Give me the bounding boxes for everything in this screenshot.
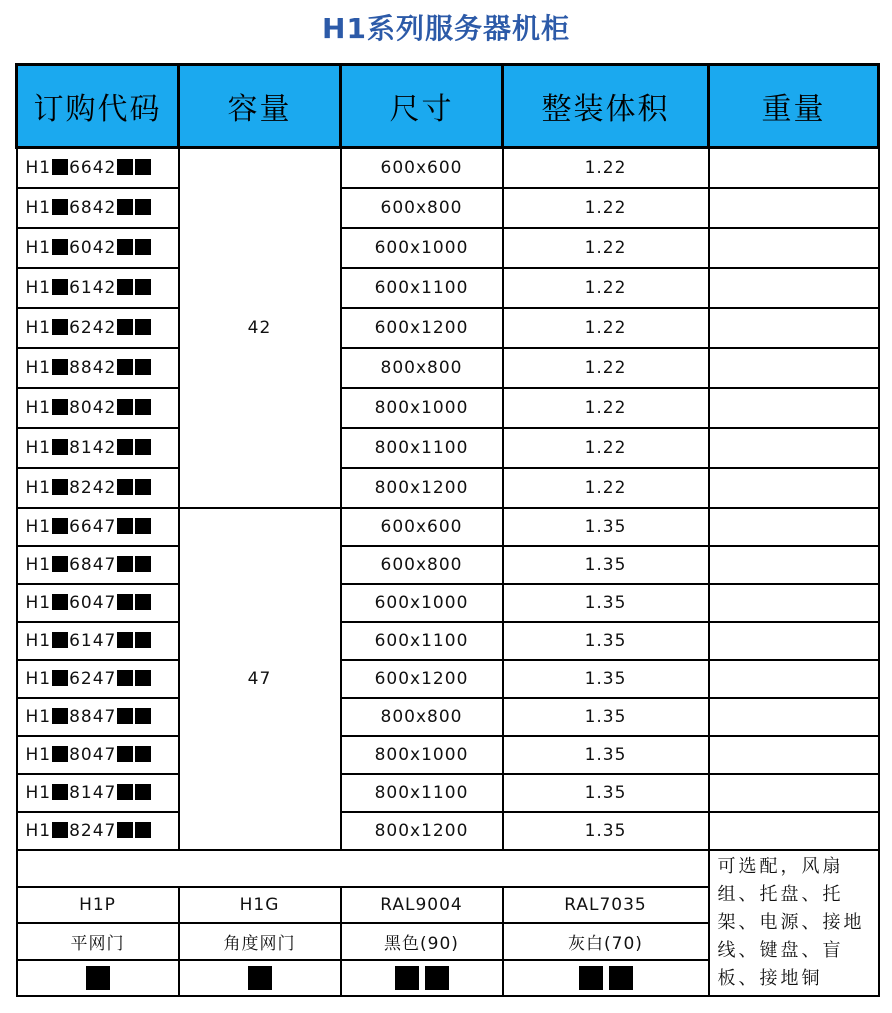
order-code-cell: [17, 268, 179, 308]
table-row: [17, 622, 879, 660]
option-code: RAL9004: [341, 887, 503, 924]
code-placeholder-block: [117, 784, 133, 800]
code-placeholder-block: [52, 784, 68, 800]
option-code: RAL7035: [503, 887, 709, 924]
size-cell: 800x1000: [341, 736, 503, 774]
weight-cell: [709, 188, 879, 228]
order-code-prefix: H1: [25, 707, 52, 727]
weight-cell: [709, 148, 879, 189]
weight-cell: [709, 268, 879, 308]
volume-cell: 1.22: [503, 348, 709, 388]
code-placeholder-block: [52, 319, 68, 335]
order-code-cell: [17, 348, 179, 388]
order-code-number: 6242: [69, 318, 117, 338]
volume-cell: 1.35: [503, 660, 709, 698]
size-cell: 800x1100: [341, 428, 503, 468]
code-placeholder-block: [117, 239, 133, 255]
order-code-cell: [17, 698, 179, 736]
code-placeholder-block: [52, 479, 68, 495]
size-cell: 600x800: [341, 546, 503, 584]
table-row: [17, 188, 879, 228]
order-code-number: 6247: [69, 669, 117, 689]
option-marker-block: [395, 966, 419, 990]
option-code: H1G: [179, 887, 341, 924]
size-cell: 600x1000: [341, 228, 503, 268]
order-code-cell: [17, 228, 179, 268]
order-code-cell: [17, 774, 179, 812]
code-placeholder-block: [117, 439, 133, 455]
code-placeholder-block: [135, 159, 151, 175]
table-row: [17, 468, 879, 508]
code-placeholder-block: [135, 784, 151, 800]
capacity-cell: 47: [179, 508, 341, 850]
header-row: [17, 65, 879, 148]
code-placeholder-block: [52, 199, 68, 215]
order-code-cell: [17, 660, 179, 698]
code-placeholder-block: [135, 556, 151, 572]
option-marker-block: [425, 966, 449, 990]
code-placeholder-block: [135, 518, 151, 534]
header-order-code: 订购代码: [17, 65, 179, 148]
option-name: 角度网门: [179, 923, 341, 960]
volume-cell: 1.35: [503, 698, 709, 736]
option-code: H1P: [17, 887, 179, 924]
header-capacity: 容量: [179, 65, 341, 148]
code-placeholder-block: [135, 199, 151, 215]
volume-cell: 1.22: [503, 428, 709, 468]
code-placeholder-block: [135, 746, 151, 762]
code-placeholder-block: [52, 159, 68, 175]
order-code-number: 8247: [69, 821, 117, 841]
code-placeholder-block: [135, 479, 151, 495]
code-placeholder-block: [117, 594, 133, 610]
code-placeholder-block: [117, 279, 133, 295]
order-code-number: 8147: [69, 783, 117, 803]
volume-cell: 1.22: [503, 308, 709, 348]
order-code-prefix: H1: [25, 478, 52, 498]
option-marker-block: [579, 966, 603, 990]
order-code-number: 6047: [69, 593, 117, 613]
code-placeholder-block: [117, 359, 133, 375]
order-code-prefix: H1: [25, 517, 52, 537]
order-code-number: 8042: [69, 398, 117, 418]
code-placeholder-block: [52, 399, 68, 415]
option-marker-block: [248, 966, 272, 990]
code-placeholder-block: [135, 439, 151, 455]
size-cell: 600x1200: [341, 660, 503, 698]
volume-cell: 1.35: [503, 546, 709, 584]
code-placeholder-block: [135, 632, 151, 648]
option-marker-cell: [341, 960, 503, 997]
order-code-number: 6642: [69, 158, 117, 178]
size-cell: 800x1200: [341, 812, 503, 850]
code-placeholder-block: [135, 239, 151, 255]
size-cell: 800x1100: [341, 774, 503, 812]
table-row: [17, 148, 879, 189]
option-marker-block: [609, 966, 633, 990]
code-placeholder-block: [135, 359, 151, 375]
weight-cell: [709, 308, 879, 348]
code-placeholder-block: [52, 239, 68, 255]
order-code-prefix: H1: [25, 821, 52, 841]
table-row: [17, 546, 879, 584]
size-cell: 600x800: [341, 188, 503, 228]
size-cell: 600x600: [341, 508, 503, 546]
code-placeholder-block: [135, 822, 151, 838]
weight-cell: [709, 584, 879, 622]
order-code-cell: [17, 388, 179, 428]
order-code-number: 6042: [69, 238, 117, 258]
option-name: 平网门: [17, 923, 179, 960]
capacity-cell: 42: [179, 148, 341, 509]
code-placeholder-block: [52, 279, 68, 295]
weight-cell: [709, 348, 879, 388]
volume-cell: 1.35: [503, 736, 709, 774]
weight-cell: [709, 736, 879, 774]
header-volume: 整装体积: [503, 65, 709, 148]
code-placeholder-block: [52, 632, 68, 648]
order-code-prefix: H1: [25, 669, 52, 689]
size-cell: 600x1100: [341, 622, 503, 660]
code-placeholder-block: [135, 594, 151, 610]
order-code-prefix: H1: [25, 631, 52, 651]
option-name: 黑色(90): [341, 923, 503, 960]
table-row: [17, 584, 879, 622]
table-row: [17, 268, 879, 308]
volume-cell: 1.35: [503, 508, 709, 546]
header-size: 尺寸: [341, 65, 503, 148]
code-placeholder-block: [117, 199, 133, 215]
code-placeholder-block: [117, 399, 133, 415]
page-title: H1系列服务器机柜: [322, 12, 570, 45]
volume-cell: 1.22: [503, 228, 709, 268]
table-row: [17, 812, 879, 850]
order-code-prefix: H1: [25, 555, 52, 575]
order-code-prefix: H1: [25, 745, 52, 765]
code-placeholder-block: [117, 556, 133, 572]
order-code-cell: [17, 428, 179, 468]
table-row: [17, 428, 879, 468]
order-code-cell: [17, 584, 179, 622]
order-code-cell: [17, 468, 179, 508]
size-cell: 800x1000: [341, 388, 503, 428]
code-placeholder-block: [117, 159, 133, 175]
order-code-prefix: H1: [25, 238, 52, 258]
options-spacer-cell: [17, 850, 709, 887]
header-weight: 重量: [709, 65, 879, 148]
volume-cell: 1.35: [503, 622, 709, 660]
volume-cell: 1.35: [503, 584, 709, 622]
order-code-prefix: H1: [25, 358, 52, 378]
size-cell: 600x1200: [341, 308, 503, 348]
volume-cell: 1.22: [503, 388, 709, 428]
option-marker-cell: [179, 960, 341, 997]
order-code-prefix: H1: [25, 783, 52, 803]
code-placeholder-block: [52, 359, 68, 375]
order-code-number: 6147: [69, 631, 117, 651]
order-code-number: 6647: [69, 517, 117, 537]
table-row: [17, 508, 879, 546]
weight-cell: [709, 468, 879, 508]
code-placeholder-block: [117, 518, 133, 534]
order-code-number: 8242: [69, 478, 117, 498]
weight-cell: [709, 428, 879, 468]
order-code-prefix: H1: [25, 438, 52, 458]
code-placeholder-block: [52, 746, 68, 762]
order-code-number: 8847: [69, 707, 117, 727]
table-row: [17, 774, 879, 812]
code-placeholder-block: [52, 822, 68, 838]
table-row: [17, 348, 879, 388]
code-placeholder-block: [52, 439, 68, 455]
code-placeholder-block: [135, 319, 151, 335]
order-code-cell: [17, 308, 179, 348]
order-code-prefix: H1: [25, 593, 52, 613]
order-code-cell: [17, 188, 179, 228]
order-code-cell: [17, 508, 179, 546]
table-row: [17, 736, 879, 774]
order-code-number: 8047: [69, 745, 117, 765]
weight-cell: [709, 388, 879, 428]
product-table: [15, 63, 880, 997]
code-placeholder-block: [117, 708, 133, 724]
code-placeholder-block: [52, 556, 68, 572]
option-marker-cell: [503, 960, 709, 997]
option-marker-block: [86, 966, 110, 990]
order-code-number: 8842: [69, 358, 117, 378]
volume-cell: 1.22: [503, 188, 709, 228]
code-placeholder-block: [135, 399, 151, 415]
order-code-prefix: H1: [25, 318, 52, 338]
order-code-number: 6142: [69, 278, 117, 298]
size-cell: 800x800: [341, 348, 503, 388]
order-code-cell: [17, 622, 179, 660]
code-placeholder-block: [135, 670, 151, 686]
code-placeholder-block: [52, 670, 68, 686]
order-code-prefix: H1: [25, 158, 52, 178]
code-placeholder-block: [117, 746, 133, 762]
code-placeholder-block: [135, 279, 151, 295]
option-name: 灰白(70): [503, 923, 709, 960]
table-row: [17, 660, 879, 698]
order-code-cell: [17, 812, 179, 850]
size-cell: 600x600: [341, 148, 503, 189]
order-code-prefix: H1: [25, 278, 52, 298]
volume-cell: 1.22: [503, 468, 709, 508]
order-code-cell: [17, 148, 179, 189]
weight-cell: [709, 508, 879, 546]
order-code-number: 6847: [69, 555, 117, 575]
size-cell: 800x1200: [341, 468, 503, 508]
volume-cell: 1.35: [503, 812, 709, 850]
code-placeholder-block: [117, 632, 133, 648]
order-code-number: 8142: [69, 438, 117, 458]
code-placeholder-block: [135, 708, 151, 724]
size-cell: 800x800: [341, 698, 503, 736]
table-row: [17, 228, 879, 268]
code-placeholder-block: [117, 319, 133, 335]
volume-cell: 1.22: [503, 148, 709, 189]
weight-cell: [709, 660, 879, 698]
table-row: [17, 698, 879, 736]
order-code-prefix: H1: [25, 198, 52, 218]
weight-cell: [709, 546, 879, 584]
code-placeholder-block: [52, 518, 68, 534]
order-code-cell: [17, 546, 179, 584]
code-placeholder-block: [52, 708, 68, 724]
order-code-cell: [17, 736, 179, 774]
table-row: [17, 308, 879, 348]
volume-cell: 1.35: [503, 774, 709, 812]
weight-cell: [709, 698, 879, 736]
weight-cell: [709, 812, 879, 850]
volume-cell: 1.22: [503, 268, 709, 308]
size-cell: 600x1100: [341, 268, 503, 308]
order-code-prefix: H1: [25, 398, 52, 418]
optional-accessories-note: 可选配，风扇组、托盘、托架、电源、接地线、键盘、盲板、接地铜: [709, 850, 879, 996]
code-placeholder-block: [117, 479, 133, 495]
size-cell: 600x1000: [341, 584, 503, 622]
table-body: [17, 148, 879, 997]
weight-cell: [709, 622, 879, 660]
option-marker-cell: [17, 960, 179, 997]
code-placeholder-block: [52, 594, 68, 610]
weight-cell: [709, 774, 879, 812]
options-spacer-row: [17, 850, 879, 887]
code-placeholder-block: [117, 670, 133, 686]
weight-cell: [709, 228, 879, 268]
order-code-number: 6842: [69, 198, 117, 218]
table-row: [17, 388, 879, 428]
code-placeholder-block: [117, 822, 133, 838]
